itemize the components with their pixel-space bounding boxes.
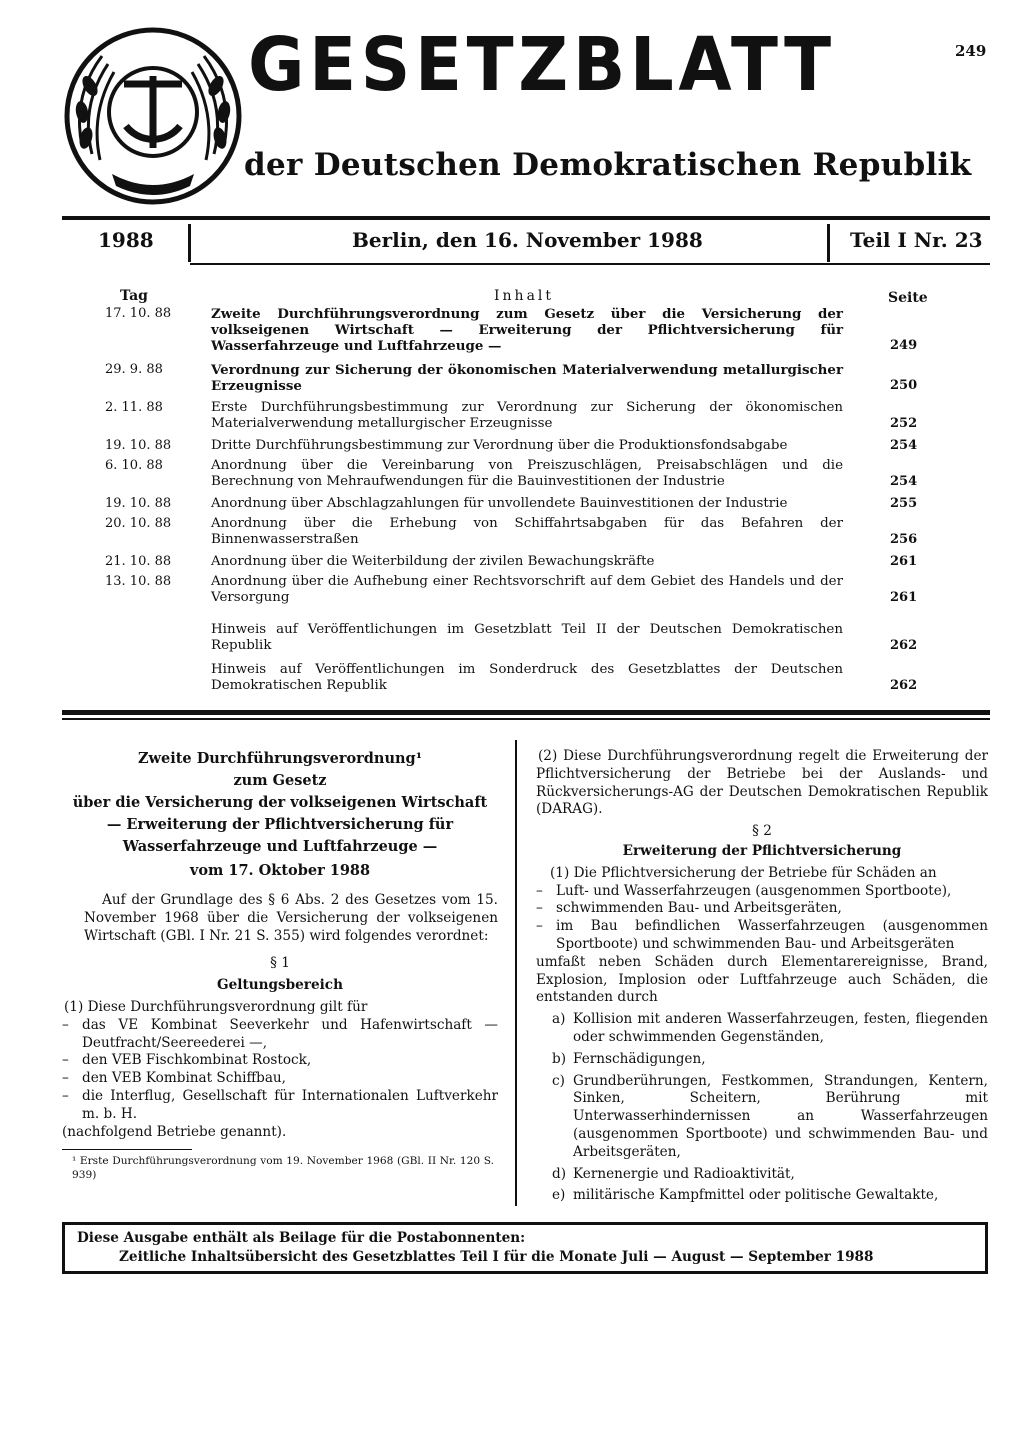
left-column — [62, 748, 498, 1182]
toc-text: Anordnung über die Aufhebung einer Rechtsvorschrift auf dem Gebiet des Handels und der Versorgung — [211, 574, 843, 605]
toc-date: 19. 10. 88 — [105, 438, 172, 453]
masthead-subtitle: der Deutschen Demokratischen Republik — [244, 147, 972, 183]
issue-part: Teil I Nr. 23 — [850, 228, 983, 252]
toc-page: 250 — [890, 378, 918, 393]
list-item: – die Interflug, Gesellschaft für Internationalen Luftverkehr m. b. H. — [62, 1088, 498, 1124]
toc-text: Anordnung über die Weiterbildung der zivilen Bewachungskräfte — [211, 554, 655, 569]
toc-text: Anordnung über die Erhebung von Schiffahrtsabgaben für das Befahren der Binnenwasserstraßen — [211, 516, 843, 547]
item-label: d) — [552, 1165, 567, 1182]
toc-entry — [60, 400, 940, 432]
toc-text: Anordnung über Abschlagzahlungen für unvollendete Bauinvestitionen der Industrie — [211, 496, 788, 511]
alpha-item — [536, 1011, 988, 1047]
column-divider — [515, 740, 517, 1206]
toc-date: 6. 10. 88 — [105, 458, 163, 473]
toc-page: 262 — [890, 638, 918, 653]
toc-page: 252 — [890, 416, 918, 431]
item-label: a) — [552, 1011, 566, 1028]
toc-col-page: Seite — [888, 290, 928, 306]
header-top-rule — [62, 216, 990, 220]
toc-entry — [60, 458, 940, 490]
toc-page: 249 — [890, 338, 918, 353]
right-column — [536, 748, 988, 1205]
toc-entry — [60, 438, 940, 454]
footnote: ¹ Erste Durchführungsverordnung vom 19. November 1968 (GBl. II Nr. 120 S. 939) — [72, 1155, 494, 1182]
toc-text: Hinweis auf Veröffentlichungen im Gesetzblatt Teil II der Deutschen Demokratischen Republik — [211, 622, 843, 653]
masthead-title: GESETZBLATT — [248, 22, 836, 108]
list-item: – das VE Kombinat Seeverkehr und Hafenwirtschaft — Deutfracht/Seereederei —, — [62, 1017, 498, 1053]
preamble: Auf der Grundlage des § 6 Abs. 2 des Gesetzes vom 15. November 1968 über die Versicherung der volkseigenen Wirtschaft (GBl. I Nr. 21 S. 355) wird folgendes verordnet: — [84, 892, 498, 944]
alpha-item — [536, 1166, 988, 1184]
title-line: über die Versicherung der volkseigenen Wirtschaft — [72, 794, 488, 811]
toc-date: 29. 9. 88 — [105, 362, 163, 377]
toc-text: Hinweis auf Veröffentlichungen im Sonderdruck des Gesetzblattes der Deutschen Demokratischen Republik — [211, 662, 843, 693]
item-text: Kernenergie und Radioaktivität, — [573, 1165, 795, 1182]
toc-col-contents: Inhalt — [494, 288, 555, 304]
article-title — [62, 748, 498, 882]
toc-text: Anordnung über die Vereinbarung von Preiszuschlägen, Preisabschlägen und die Berechnung von Mehraufwendungen für die Bauinvestitionen der Industrie — [211, 458, 843, 489]
footnote-rule — [62, 1149, 192, 1150]
header-divider — [827, 224, 830, 262]
toc-date: 20. 10. 88 — [105, 516, 172, 531]
list-item: – schwimmenden Bau- und Arbeitsgeräten, — [536, 900, 988, 918]
title-line: vom 17. Oktober 1988 — [189, 862, 371, 879]
issue-date: Berlin, den 16. November 1988 — [352, 228, 703, 252]
toc-text: Erste Durchführungsbestimmung zur Verordnung zur Sicherung der ökonomischen Materialverwendung metallurgischer Erzeugnisse — [211, 400, 843, 431]
toc-notice — [60, 622, 940, 654]
item-label: c) — [552, 1072, 565, 1089]
toc-entry — [60, 516, 940, 548]
toc-date: 13. 10. 88 — [105, 574, 172, 589]
toc-entry — [60, 554, 940, 570]
toc-date: 19. 10. 88 — [105, 496, 172, 511]
list-item: – im Bau befindlichen Wasserfahrzeugen (ausgenommen Sportboote) und schwimmenden Bau- und Arbeitsgeräten — [536, 918, 988, 954]
alpha-item — [536, 1051, 988, 1069]
supplement-notice — [62, 1222, 988, 1274]
item-label: b) — [552, 1050, 567, 1067]
section-rule — [62, 710, 990, 715]
section-number: § 2 — [752, 823, 772, 840]
list-item: – den VEB Kombinat Schiffbau, — [62, 1070, 498, 1088]
item-text: Grundberührungen, Festkommen, Strandungen, Kentern, Sinken, Scheitern, Berührung mit Unterwasserhindernissen an Wasserfahrzeugen (ausgenommen Sportboote) und schwimmenden Bau- und Arbeitsgeräten, — [573, 1072, 988, 1160]
paragraph: umfaßt neben Schäden durch Elementarereignisse, Brand, Explosion, Implosion oder Luftfahrzeuge auch Schäden, die entstanden durch — [536, 953, 988, 1006]
section-title: Erweiterung der Pflichtversicherung — [622, 842, 902, 859]
toc-page: 255 — [890, 496, 918, 511]
page-number: 249 — [955, 42, 987, 60]
section-rule — [62, 718, 990, 720]
toc-page: 261 — [890, 554, 918, 569]
item-text: Fernschädigungen, — [573, 1050, 706, 1067]
paragraph: (1) Die Pflichtversicherung der Betriebe für Schäden an — [550, 864, 937, 881]
section-number: § 1 — [270, 955, 290, 972]
alpha-item — [536, 1187, 988, 1205]
supplement-line: Zeitliche Inhaltsübersicht des Gesetzblattes Teil I für die Monate Juli — August — September 1988 — [119, 1249, 874, 1265]
table-of-contents — [60, 306, 940, 696]
issue-year: 1988 — [98, 228, 154, 252]
supplement-line: Diese Ausgabe enthält als Beilage für die Postabonnenten: — [77, 1230, 526, 1246]
toc-text: Zweite Durchführungsverordnung zum Gesetz über die Versicherung der volkseigenen Wirtschaft — Erweiterung der Pflichtversicherung für Wasserfahrzeuge und Luftfahrzeuge — — [211, 306, 843, 354]
state-emblem — [62, 26, 244, 206]
title-line: zum Gesetz — [233, 772, 327, 789]
title-line: Wasserfahrzeuge und Luftfahrzeuge — — [122, 838, 438, 855]
toc-entry — [60, 306, 940, 354]
title-line: — Erweiterung der Pflichtversicherung für — [106, 816, 454, 833]
toc-text: Dritte Durchführungsbestimmung zur Verordnung über die Produktionsfondsabgabe — [211, 438, 788, 453]
alpha-item — [536, 1073, 988, 1162]
toc-col-day: Tag — [120, 288, 148, 304]
toc-date: 21. 10. 88 — [105, 554, 172, 569]
toc-date: 2. 11. 88 — [105, 400, 163, 415]
toc-entry — [60, 574, 940, 606]
list-item: – Luft- und Wasserfahrzeugen (ausgenommen Sportboote), — [536, 883, 988, 901]
toc-date: 17. 10. 88 — [105, 306, 172, 321]
header-divider — [188, 224, 191, 262]
paragraph: (1) Diese Durchführungsverordnung gilt für — [64, 998, 368, 1015]
toc-text: Verordnung zur Sicherung der ökonomischen Materialverwendung metallurgischer Erzeugnisse — [211, 362, 843, 394]
title-line: Zweite Durchführungsverordnung¹ — [137, 750, 423, 767]
toc-entry — [60, 496, 940, 512]
toc-notice — [60, 662, 940, 694]
section-title: Geltungsbereich — [217, 977, 343, 994]
list-item: – den VEB Fischkombinat Rostock, — [62, 1052, 498, 1070]
paragraph: (nachfolgend Betriebe genannt). — [62, 1123, 287, 1140]
toc-page: 256 — [890, 532, 918, 547]
header-bottom-rule — [190, 263, 990, 265]
toc-page: 254 — [890, 438, 918, 453]
paragraph: (2) Diese Durchführungsverordnung regelt die Erweiterung der Pflichtversicherung der Betriebe bei der Auslands- und Rückversicherungs-AG der Deutschen Demokratischen Republik (DARAG). — [536, 748, 988, 818]
toc-entry — [60, 362, 940, 394]
toc-page: 261 — [890, 590, 918, 605]
item-label: e) — [552, 1187, 566, 1204]
toc-page: 254 — [890, 474, 918, 489]
item-text: militärische Kampfmittel oder politische Gewaltakte, — [573, 1187, 939, 1204]
toc-page: 262 — [890, 678, 918, 693]
item-text: Kollision mit anderen Wasserfahrzeugen, festen, fliegenden oder schwimmenden Gegenständen, — [573, 1011, 988, 1045]
